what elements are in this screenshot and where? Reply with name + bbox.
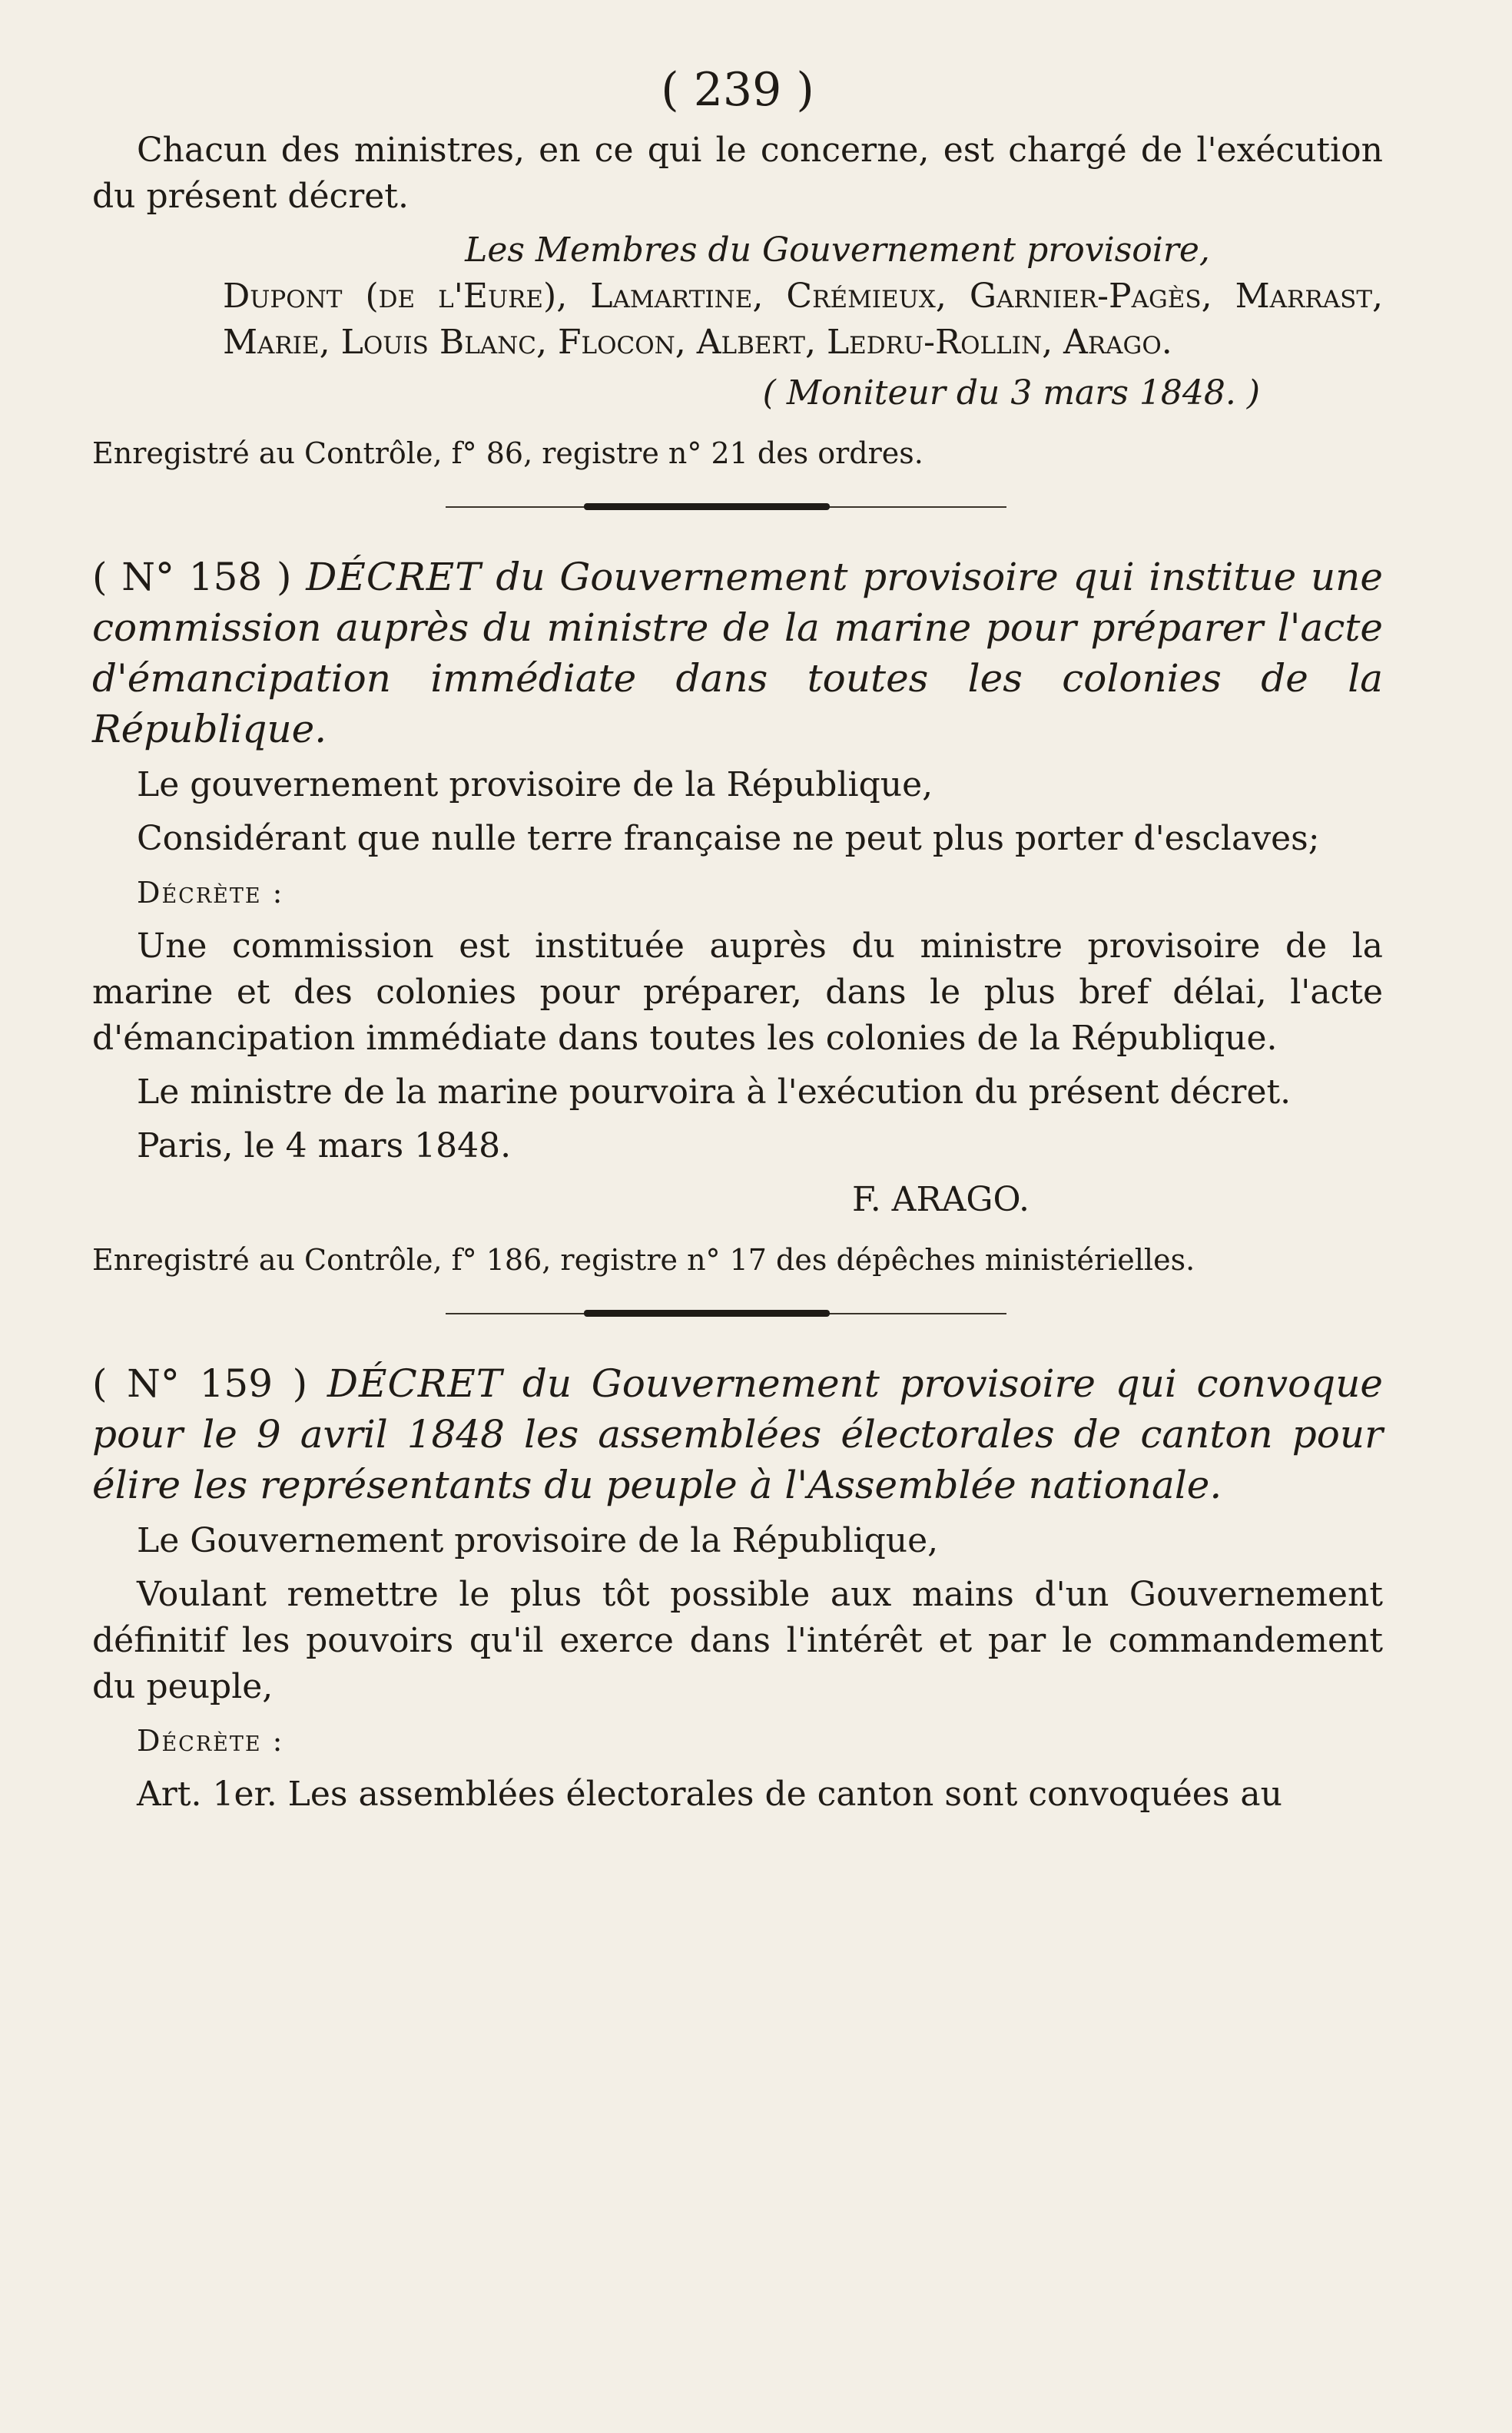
- decree-158-article: Une commission est instituée auprès du ministre provisoire de la marine et des colonies pour préparer, dans le plus bref délai, l'acte d'émancipation immédiate dans toutes les colonies de la République.: [92, 926, 1383, 1058]
- document-page: [92, 55, 1383, 1825]
- decree-158-considerant: Considérant que nulle terre française ne peut plus porter d'esclaves;: [137, 819, 1320, 858]
- decree-158-date: Paris, le 4 mars 1848.: [137, 1126, 512, 1165]
- section-divider-2: [92, 1298, 1383, 1329]
- page-number: ( 239 ): [661, 63, 814, 117]
- decree-159-voulant: Voulant remettre le plus tôt possible aux mains d'un Gouvernement définitif les pouvoirs qu'il exerce dans l'intérêt et par le commandement du peuple,: [92, 1575, 1383, 1706]
- decree-158-title: [92, 552, 1383, 754]
- decree-158-keyword: DÉCRET: [306, 555, 482, 599]
- decree-158-preamble: Le gouvernement provisoire de la République,: [137, 765, 933, 804]
- signatories-heading: Les Membres du Gouvernement provisoire,: [465, 230, 1210, 270]
- intro-section: [92, 128, 1383, 476]
- decree-159-number: ( N° 159 ): [92, 1361, 308, 1406]
- decree-158-title-text: du Gouvernement provisoire qui institue une commission auprès du ministre de la marine pour préparer l'acte d'émancipation immédiate dans toutes les colonies de la République.: [92, 555, 1383, 751]
- register-note: Enregistré au Contrôle, f° 86, registre n° 21 des ordres.: [92, 436, 923, 470]
- decree-159-decrete: Décrète :: [137, 1724, 284, 1758]
- decree-159-keyword: DÉCRET: [327, 1361, 503, 1406]
- decree-158-signer: F. ARAGO.: [852, 1180, 1030, 1219]
- decree-158-number: ( N° 158 ): [92, 555, 292, 599]
- section-divider: [92, 492, 1383, 522]
- divider-bar-2: [584, 1310, 830, 1317]
- decree-159-title-text: du Gouvernement provisoire qui convoque pour le 9 avril 1848 les assemblées électorales de canton pour élire les représentants du peuple à l'Assemblée nationale.: [92, 1361, 1383, 1507]
- signatories-list: Dupont (de l'Eure), Lamartine, Crémieux, Garnier-Pagès, Marrast, Marie, Louis Blanc, Flocon, Albert, Ledru-Rollin, Arago.: [223, 277, 1383, 362]
- decree-158-execution: Le ministre de la marine pourvoira à l'exécution du présent décret.: [137, 1072, 1292, 1112]
- decree-159: [92, 1358, 1383, 1818]
- divider-bar: [584, 503, 830, 510]
- decree-158-register: Enregistré au Contrôle, f° 186, registre n° 17 des dépêches ministérielles.: [92, 1243, 1195, 1277]
- decree-158-decrete: Décrète :: [137, 876, 284, 910]
- decree-158: [92, 552, 1383, 1283]
- decree-159-title: [92, 1358, 1383, 1510]
- closing-line: Chacun des ministres, en ce qui le concerne, est chargé de l'exécution du présent décret.: [92, 131, 1383, 216]
- source-citation: ( Moniteur du 3 mars 1848. ): [762, 373, 1260, 413]
- decree-159-preamble: Le Gouvernement provisoire de la République,: [137, 1521, 939, 1560]
- decree-159-article-1: Art. 1er. Les assemblées électorales de canton sont convoquées au: [137, 1775, 1282, 1814]
